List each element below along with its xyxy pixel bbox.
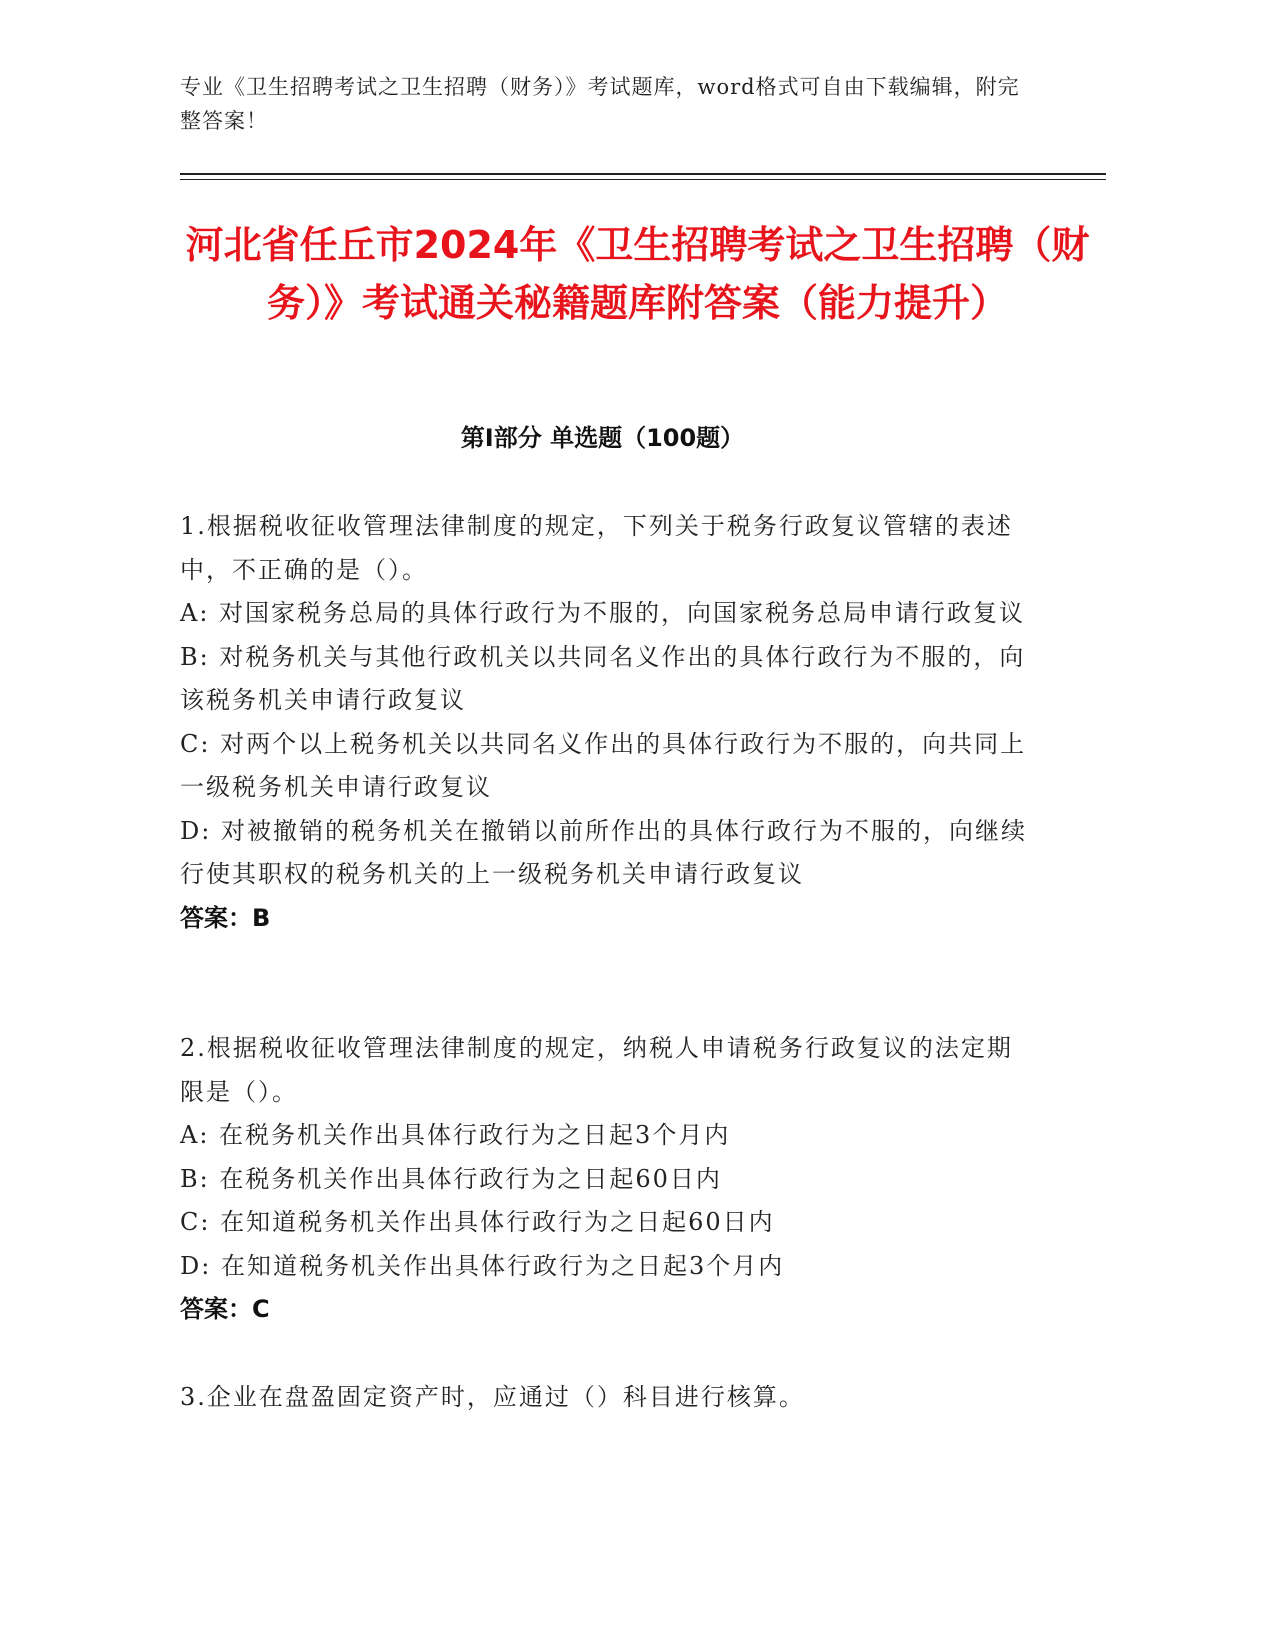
option-d: D: 在知道税务机关作出具体行政行为之日起3个月内: [180, 1251, 785, 1280]
question-stem: 3.企业在盘盈固定资产时，应通过（）科目进行核算。: [180, 1383, 805, 1411]
option-a: A: 在税务机关作出具体行政行为之日起3个月内: [180, 1121, 731, 1149]
answer: 答案：B: [180, 903, 271, 932]
question-2: [180, 1027, 1030, 1332]
answer: 答案：C: [180, 1295, 270, 1323]
option-b: B: 对税务机关与其他行政机关以共同名义作出的具体行政行为不服的，向该税务机关申请行政复议: [180, 642, 1026, 714]
question-1: [180, 505, 1030, 940]
document-title: 河北省任丘市2024年《卫生招聘考试之卫生招聘（财务）》考试通关秘籍题库附答案（能力提升）: [185, 223, 1090, 325]
option-d: D: 对被撤销的税务机关在撤销以前所作出的具体行政行为不服的，向继续行使其职权的税务机关的上一级税务机关申请行政复议: [180, 816, 1027, 888]
header-rule-thick: [180, 173, 1106, 175]
section-title: 第I部分 单选题（100题）: [460, 424, 745, 452]
question-stem: 1.根据税收征收管理法律制度的规定，下列关于税务行政复议管辖的表述中，不正确的是（）。: [180, 512, 1013, 584]
option-c: C: 在知道税务机关作出具体行政行为之日起60日内: [180, 1208, 775, 1236]
header-rule-thin: [180, 179, 1106, 180]
option-c: C: 对两个以上税务机关以共同名义作出的具体行政行为不服的，向共同上一级税务机关申请行政复议: [180, 729, 1027, 801]
question-3: [180, 1376, 1030, 1420]
option-b: B: 在税务机关作出具体行政行为之日起60日内: [180, 1164, 722, 1193]
option-a: A: 对国家税务总局的具体行政行为不服的，向国家税务总局申请行政复议: [180, 599, 1026, 627]
question-stem: 2.根据税收征收管理法律制度的规定，纳税人申请税务行政复议的法定期限是（）。: [180, 1034, 1013, 1106]
header-note: 专业《卫生招聘考试之卫生招聘（财务）》考试题库，word格式可自由下载编辑，附完整答案！: [180, 75, 1020, 133]
